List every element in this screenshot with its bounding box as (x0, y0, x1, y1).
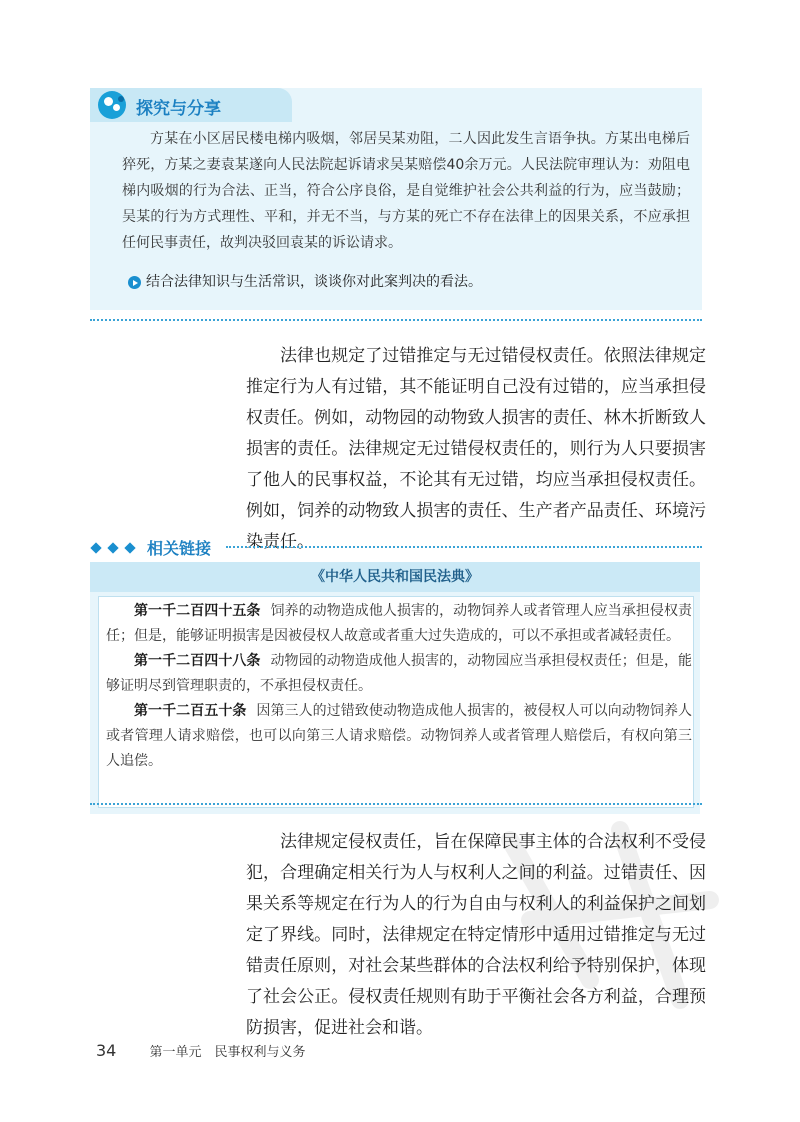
play-arrow-icon (128, 276, 141, 289)
related-links-header (92, 536, 211, 559)
explore-share-title: 探究与分享 (136, 99, 221, 119)
page-footer (96, 1041, 305, 1060)
diamond-icon (107, 542, 118, 553)
law-article (106, 699, 692, 774)
article-text: 动物园的动物造成他人损害的，动物园应当承担侵权责任；但是，能够证明尽到管理职责的，不承担侵权责任。 (106, 653, 693, 694)
law-title: 《中华人民共和国民法典》 (90, 562, 700, 592)
dotted-divider-top (90, 319, 702, 321)
article-number: 第一千二百四十五条 (134, 603, 261, 619)
related-links-title: 相关链接 (147, 539, 212, 558)
unit-title: 第一单元 民事权利与义务 (149, 1045, 306, 1060)
diamond-icon (124, 542, 135, 553)
explore-share-story: 方某在小区居民楼电梯内吸烟，邻居吴某劝阻，二人因此发生言语争执。方某出电梯后猝死，方某之妻袁某遂向人民法院起诉请求吴某赔偿40余万元。人民法院审理认为：劝阻电梯内吸烟的行为合法、正当，符合公序良俗，是自觉维护社会公共利益的行为，应当鼓励；吴某的行为方式理性、平和，并无不当，与方某的死亡不存在法律上的因果关系，不应承担任何民事责任，故判决驳回袁某的诉讼请求。 (122, 131, 690, 251)
law-article (106, 649, 692, 699)
dotted-divider-links (226, 546, 702, 548)
body-paragraph-1: 法律也规定了过错推定与无过错侵权责任。依照法律规定推定行为人有过错，其不能证明自己没有过错的，应当承担侵权责任。例如，动物园的动物致人损害的责任、林木折断致人损害的责任。法律规定无过错侵权责任的，则行为人只要损害了他人的民事权益，不论其有无过错，均应当承担侵权责任。例如，饲养的动物致人损害的责任、生产者产品责任、环境污染责任。 (246, 346, 706, 552)
law-articles (106, 599, 692, 774)
diamond-icon (90, 542, 101, 553)
article-number: 第一千二百四十八条 (134, 653, 261, 669)
article-text: 饲养的动物造成他人损害的，动物饲养人或者管理人应当承担侵权责任；但是，能够证明损害是因被侵权人故意或者重大过失造成的，可以不承担或者减轻责任。 (106, 603, 693, 644)
explore-badge-dot (118, 96, 124, 102)
article-text: 因第三人的过错致使动物造成他人损害的，被侵权人可以向动物饲养人或者管理人请求赔偿，也可以向第三人请求赔偿。动物饲养人或者管理人赔偿后，有权向第三人追偿。 (106, 703, 692, 769)
page-number: 34 (96, 1041, 117, 1060)
discussion-prompt: 结合法律知识与生活常识，谈谈你对此案判决的看法。 (146, 274, 482, 290)
law-article (106, 599, 692, 649)
article-number: 第一千二百五十条 (134, 703, 247, 719)
body-paragraph-2: 法律规定侵权责任，旨在保障民事主体的合法权利不受侵犯，合理确定相关行为人与权利人之间的利益。过错责任、因果关系等规定在行为人的行为自由与权利人的利益保护之间划定了界线。同时，法律规定在特定情形中适用过错推定与无过错责任原则，对社会某些群体的合法权利给予特别保护，体现了社会公正。侵权责任规则有助于平衡社会各方利益，合理预防损害，促进社会和谐。 (246, 832, 706, 1038)
